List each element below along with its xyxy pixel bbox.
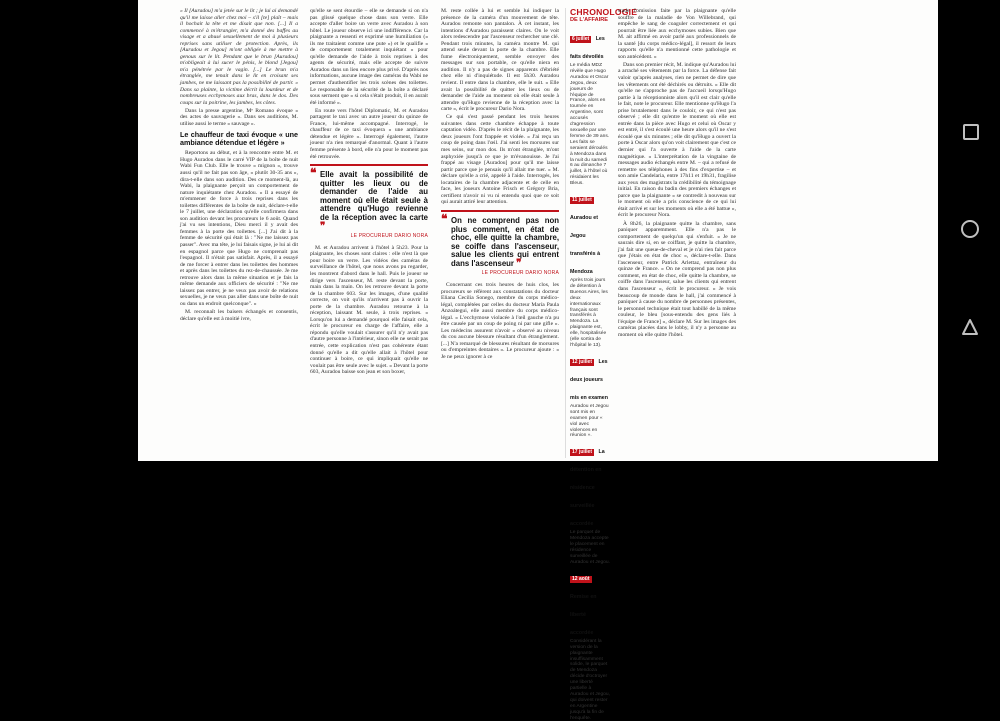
article-column-2: [310, 8, 428, 460]
circle-icon: [961, 220, 979, 238]
timeline-entry: [570, 188, 610, 349]
magazine-page: [138, 0, 938, 721]
back-triangle-icon: [960, 318, 980, 338]
article-paragraph: stade l'omission faite par la plaignante qu'elle souffre de la maladie de Von Willebrand, qui empêche le sang de coaguler correctement et qui pourrait être liée aux ecchymoses subies. Bien que M. ait affirmé en avoir parlé aux professionnels de la santé [du corps médico-légal], il ressort de leurs rapports qu'elle n'a mentionné cette pathologie et son antécédent. »: [618, 8, 736, 60]
pull-quote-source: LE PROCUREUR DARIO NORA: [481, 270, 559, 277]
article-paragraph: Ce qui s'est passé pendant les trois heures suivantes dans cette chambre échappe à toute captation vidéo. D'après le récit de la plaignante, les deux joueurs l'ont frappée et violée. « J'ai reçu un coup de poing dans l'œil. J'ai senti les morsures sur mes seins, sur mon dos. Ils m'ont étranglée, m'ont asphyxiée jusqu'à ce que je m'évanouisse. Je l'ai frappé au visage [Auradou] pour qu'il me laisse partir parce que je pensais qu'il allait me tuer. » M. déclare qu'elle a crié, appelé à l'aide. Interrogés, les locataires de la chambre adjacente et de celle en face, les joueurs Antoine Frisch et Grégory Bria, certifient n'avoir ni vu ni entendu quoi que ce soit qui aurait attiré leur attention.: [441, 114, 559, 206]
timeline-heading: Les deux joueurs mis en examen: [570, 358, 608, 401]
pull-quote: [310, 166, 428, 232]
timeline-entry: [570, 27, 610, 187]
article-paragraph: Concernant ces trois heures de huis clos, les procureurs se réfèrent aux constatations du docteur Eliana Cecilia Sonego, membre du corps médico-légal, complétées par celles du docteur María Paula Anzoátegui, elle aussi membre du corps médico-légal. « L'ecchymose violacée à l'œil gauche n'a pu être causée par un coup de poing ni par une gifle ». Les médecins assurent n'avoir « observé au niveau du cou aucune blessure résultant d'un étranglement. [...] N'a remarqué de blessures résultant de morsures ou d'empreintes dentaires ». Le procureur ajoute : « Je ne peux ignorer à ce: [441, 282, 559, 361]
timeline-entry: [570, 350, 610, 439]
pull-quote-text: Elle avait la possibilité de quitter les lieux ou de demander de l'aide au moment où elle était seule à attendre qu'Hugo revienne de la réception avec la carte: [320, 170, 428, 223]
sidebar-divider: [565, 8, 566, 458]
timeline-date: 6 juillet: [572, 36, 590, 42]
timeline-entry: [570, 567, 610, 721]
timeline-date: 12 août: [572, 575, 590, 582]
timeline-text: Considérant la version de la plaignante insuffisamment solide, le parquet de Mendoza décide d'octroyer une liberté partielle à Auradou et Jegou, qui doivent rester en Argentine jusqu'à la fin de l'enquête.: [570, 638, 610, 721]
pull-quote: [441, 211, 559, 269]
home-button[interactable]: [960, 219, 980, 239]
article-paragraph: Dans son premier récit, M. indique qu'Auradou lui a arraché ses vêtements par la force. La défense fait valoir qu'après analyses, rien ne permet de dire que les vêtements ont été déchirés ou détruits. « Elle dit qu'elle ne s'approche pas de l'accueil lorsqu'Hugo partie à la réceptionniste alors qu'il est clair qu'elle le fait, note le procureur. Elle mentionne qu'Hugo l'a prise brutalement dans le couloir, ce qui n'est pas observé ; elle dit qu'entre le moment où elle est entrée dans la pièce avec Hugo et celui où Oscar y est entré, il s'est écoulé une heure alors qu'il ne s'est écoulé que six minutes ; elle dit qu'Hugo a ouvert la porte à Oscar alors qu'on voit clairement que c'est ce dernier qui l'a ouverte à l'aide de la carte magnétique. » L'interprétation de la vingtaine de messages audio échangés entre M. – qui a refusé de remettre ses téléphones à des fins d'expertise – et son amie Candelaria, entre 17h11 et 19h31, fragilise aux yeux des magistrats la crédibilité du témoignage initial. En raison du badin des premiers échanges et parce que la plaignante « se contredit à nouveau sur le moment où elle a pris conscience de ce qui lui était arrivé et sur les moments où elle a été battue », écrit le procureur Nora.: [618, 61, 737, 219]
sidebar-subtitle: DE L'AFFAIRE: [570, 17, 609, 23]
timeline-date: 11 juillet: [572, 197, 592, 204]
article-paragraph: M. reconnaît les baisers échangés et consentis, déclare qu'elle est à moitié ivre,: [180, 308, 298, 322]
article-paragraph: qu'elle se sent étourdie – elle se demande si on n'a pas glissé quelque chose dans son verre. Elle accepte d'aller boire un verre avec Auradou à son hôtel. Le joueur observe ici une indifférence. Car la plaignante a ressenti et exprimé une humiliation (« ils me traitaient comme une pute ») et le qualifie « de comportement totalement inquiétant » pour qu'elle demande de l'aide à trois reprises à des agents de sécurité, mais elle accepte de suivre Auradou dans un lieu encore plus privé. D'après nos informations, aucune image des caméras du Wabi ne permet d'authentifier les trois scènes des toilettes. Le responsable de la sécurité de la boîte a déclaré sous serment que « si cela s'était produit, il en aurait été informé ».: [310, 8, 428, 106]
timeline-heading: Auradou et Jegou transférés à Mendoza: [570, 215, 601, 276]
article-column-3: [441, 8, 559, 460]
article-column-4: [618, 8, 736, 460]
chronology-sidebar: [570, 7, 638, 721]
pull-quote-source: LE PROCUREUR DARIO NORA: [350, 233, 428, 240]
article-paragraph: « Il [Auradou] m'a jetée sur le lit ; je lui ai demandé qu'il me laisse aller chez moi – s'il [te] plaît – mais il hochait la tête et me disait que non. [...] Il a commencé à m'étrangler, m'a donné des baffes au visage et a abusé sexuellement de moi à plusieurs reprises sans utiliser de protection. Après, ils [Auradou et Jegou] m'ont obligée à me mettre à genoux sur le lit. Pendant que le brun [Auradou] m'obligeait à lui sucer le pénis, le blond [Jegou] m'a pénétrée par le vagin. [...] Le brun m'a étranglée, me tenait dans le lit en croisant ses jambes, ne me laissant pas la possibilité de partir. » Dans sa plainte, la victime décrit la lourdeur et de nombreuses ecchymoses aux bras, dans le dos. Des coups sur la poitrine, les jambes, les côtes.: [180, 8, 298, 106]
timeline-heading: Remise en liberté accordée: [570, 593, 597, 636]
timeline-date: 17 juillet: [572, 449, 593, 456]
timeline-date: 12 juillet: [572, 358, 593, 365]
article-subheading: Le chauffeur de taxi évoque « une ambiance détendue et légère »: [180, 130, 298, 148]
pull-quote-rule: [310, 164, 428, 166]
sidebar-title: CHRONOLOGIE: [570, 7, 638, 17]
back-button[interactable]: [960, 318, 980, 338]
timeline-text: Après trois jours de détention à Buenos Aires, les deux internationaux français sont transférés à Mendoza. La plaignante est, elle, hospitalisée (elle sortira de l'hôpital le 13).: [570, 278, 608, 348]
timeline-entry: [570, 440, 610, 565]
timeline-text: Le parquet de Mendoza accepte le placement en résidence surveillée de Auradou et Jegou.: [570, 530, 610, 565]
article-paragraph: Dans la presse argentine, Mᵉ Romano évoque « des actes de sauvagerie ». Dans ses auditions, M. utilise aussi le terme « sauvage ».: [180, 107, 298, 127]
article-column-1: [180, 8, 298, 460]
timeline-text: Le média MDZ révèle que Hugo Auradou et Oscar Jegou, deux joueurs de l'équipe de France, alors en tournée en Argentine, sont accusés d'agression sexuelle par une femme de 39 ans. Les faits se seraient déroulés à Mendoza dans la nuit du samedi 6 au dimanche 7 juillet, à l'hôtel où résidaient les Bleus.: [570, 63, 610, 187]
square-icon: [963, 124, 979, 140]
timeline-text: Auradou et Jegou sont mis en examen pour « viol avec violences en réunion ».: [570, 403, 609, 439]
recent-apps-button[interactable]: [960, 121, 980, 141]
article-paragraph: Reportons au début, et à la rencontre entre M. et Hugo Auradou dans le carré VIP de la boîte de nuit Wabi Fun Club. Elle le trouve « mignon », trouve aussi qu'il ne fait pas son âge, « plutôt 30-35 ans », dira-t-elle dans son audition. Des ce moment-là, au Wabi, la plaignante perçoit un comportement de nature inquiétante chez Auradou. « Il a essayé de m'emmener de force à trois reprises dans les toilettes différentes de la boîte de nuit, déclare-t-elle le 7 juillet, une déclaration qu'elle confirmera dans son audition devant les procureurs le 6 août. Quand j'ai vu ses intentions, Dieu merci il y avait des femmes à la porte des toilettes. [...] J'ai dit à la femme de sécurité qui était là : "Ne me laissez pas passer". Avec ma tête, je lui faisais signe, je lui ai dit en espagnol parce que Hugo ne comprenait pas l'espagnol. Il n'était pas satisfait. Après, il a essayé de me forcer à entrer dans les toilettes des hommes et après dans les toilettes du rez-de-chaussée. Je me retrouve alors dans la même situation et je fais la même demande aux officiers de sécurité : "Ne me laissez pas entrer, je ne veux pas avoir de relations sexuelles, je ne veux pas aller dans une boîte de nuit ou dans un endroit quelconque". »: [180, 150, 298, 307]
quote-mark-icon: ❞: [516, 257, 522, 269]
quote-mark-icon: ❝: [310, 166, 317, 181]
timeline-heading: Les faits dévoilés: [570, 36, 605, 60]
timeline-heading: La détention en résidence surveillée accordée: [570, 449, 605, 528]
article-paragraph: M. et Auradou arrivent à l'hôtel à 5h23. Pour la plaignante, les choses sont claires : elle n'est là que pour boire un verre. Les vidéos des caméras de surveillance de l'hôtel, que nous avons pu regarder, les montrent d'abord dans le hall. Puis le joueur se dirige vers l'ascenseur, M. reste devant la porte, main dans la main. On les retrouve devant la porte de la chambre 603. Sur les images, d'une qualité correcte, on voit qu'ils n'arrivent pas à ouvrir la porte de la chambre. Auradou retourne à la réception, laissant M. seule, à trois reprises. « Lorsqu'on lui a demandé pourquoi elle faisait cela, écrit le procureur en charge de l'affaire, elle a répondu qu'elle voulait s'assurer qu'il n'y avait pas d'autre personne à l'intérieur, sinon elle ne serait pas entrée, cette explication n'est pas cohérente étant donné qu'elle a dit qu'elle allait à l'hôtel pour continuer à boire, ce qui impliquait qu'elle ne voulait pas être seule avec le sujet. » Devant la porte 603, Auradou baisse son jean et son boxer,: [310, 244, 428, 376]
quote-mark-icon: ❞: [320, 220, 326, 232]
article-paragraph: À 8h26, la plaignante quitte la chambre, sans paniquer apparemment. Elle n'a pas le comportement de quelqu'un qui s'enfuit. « Je ne saurais dire si, en se coiffant, je quitte la chambre, j'ai fait une queue-de-cheval et je n'ai rien fait parce que j'étais en état de choc », déclare-t-elle. Dans l'ascenseur, entre Patrick Arlettaz, entraîneur du quinze de France. « On ne comprend pas non plus comment, en état de choc, elle quitte la chambre, se coiffe dans l'ascenseur, salue les clients qui entrent dans l'ascenseur », écrit le procureur. « Je vois beaucoup de monde dans le hall, j'ai commencé à paniquer à cause du nombre de personnes présentes, le personnel technique était tout habillé de la même couleur, le bleu [sous-entendu des gens liés à l'équipe de France] », déclare M. Sur les images des caméras placées dans le lobby, il n'y a personne au moment où elle quitte l'hôtel.: [618, 220, 736, 338]
pull-quote-text: On ne comprend pas non plus comment, en état de choc, elle quitte la chambre, se coiffe dans l'ascenseur, salue les clients qui entrent dans l'ascenseur: [451, 215, 559, 268]
article-paragraph: M. reste collée à lui et semble lui indiquer la présence de la caméra d'un mouvement de tête. Auradou remonte son pantalon. À cet instant, les intentions d'Auradou paraissent claires. On le voit alors redescendre par l'ascenseur rechercher une clé. Pendant trois minutes, la caméra montre M. qui attend seule devant la porte de la chambre. Elle fume électroniquement, semble envoyer des messages sur son portable, ce qu'elle niera en audition. Il n'y a pas de signes apparents d'ébriété chez elle ni d'inquiétude. Il est 5h30. Auradou revient. Il entre dans la chambre, elle le suit. « Elle avait la possibilité de quitter les lieux ou de demander de l'aide au moment où elle était seule à attendre qu'Hugo revienne de la réception avec la carte », écrit le procureur Dario Nora.: [441, 8, 559, 113]
pull-quote-rule: [441, 210, 559, 212]
quote-mark-icon: ❝: [441, 211, 448, 226]
article-paragraph: En route vers l'hôtel Diplomatic, M. et Auradou partagent le taxi avec un autre joueur du quinze de France, lui-même accompagné. Interrogé, le chauffeur de ce taxi évoquera « une ambiance détendue et légère ». Interrogé également, l'autre joueur n'a rien remarqué d'anormal. Quant à l'autre femme présente à bord, elle n'a pour le moment pas été retrouvée.: [310, 107, 428, 160]
